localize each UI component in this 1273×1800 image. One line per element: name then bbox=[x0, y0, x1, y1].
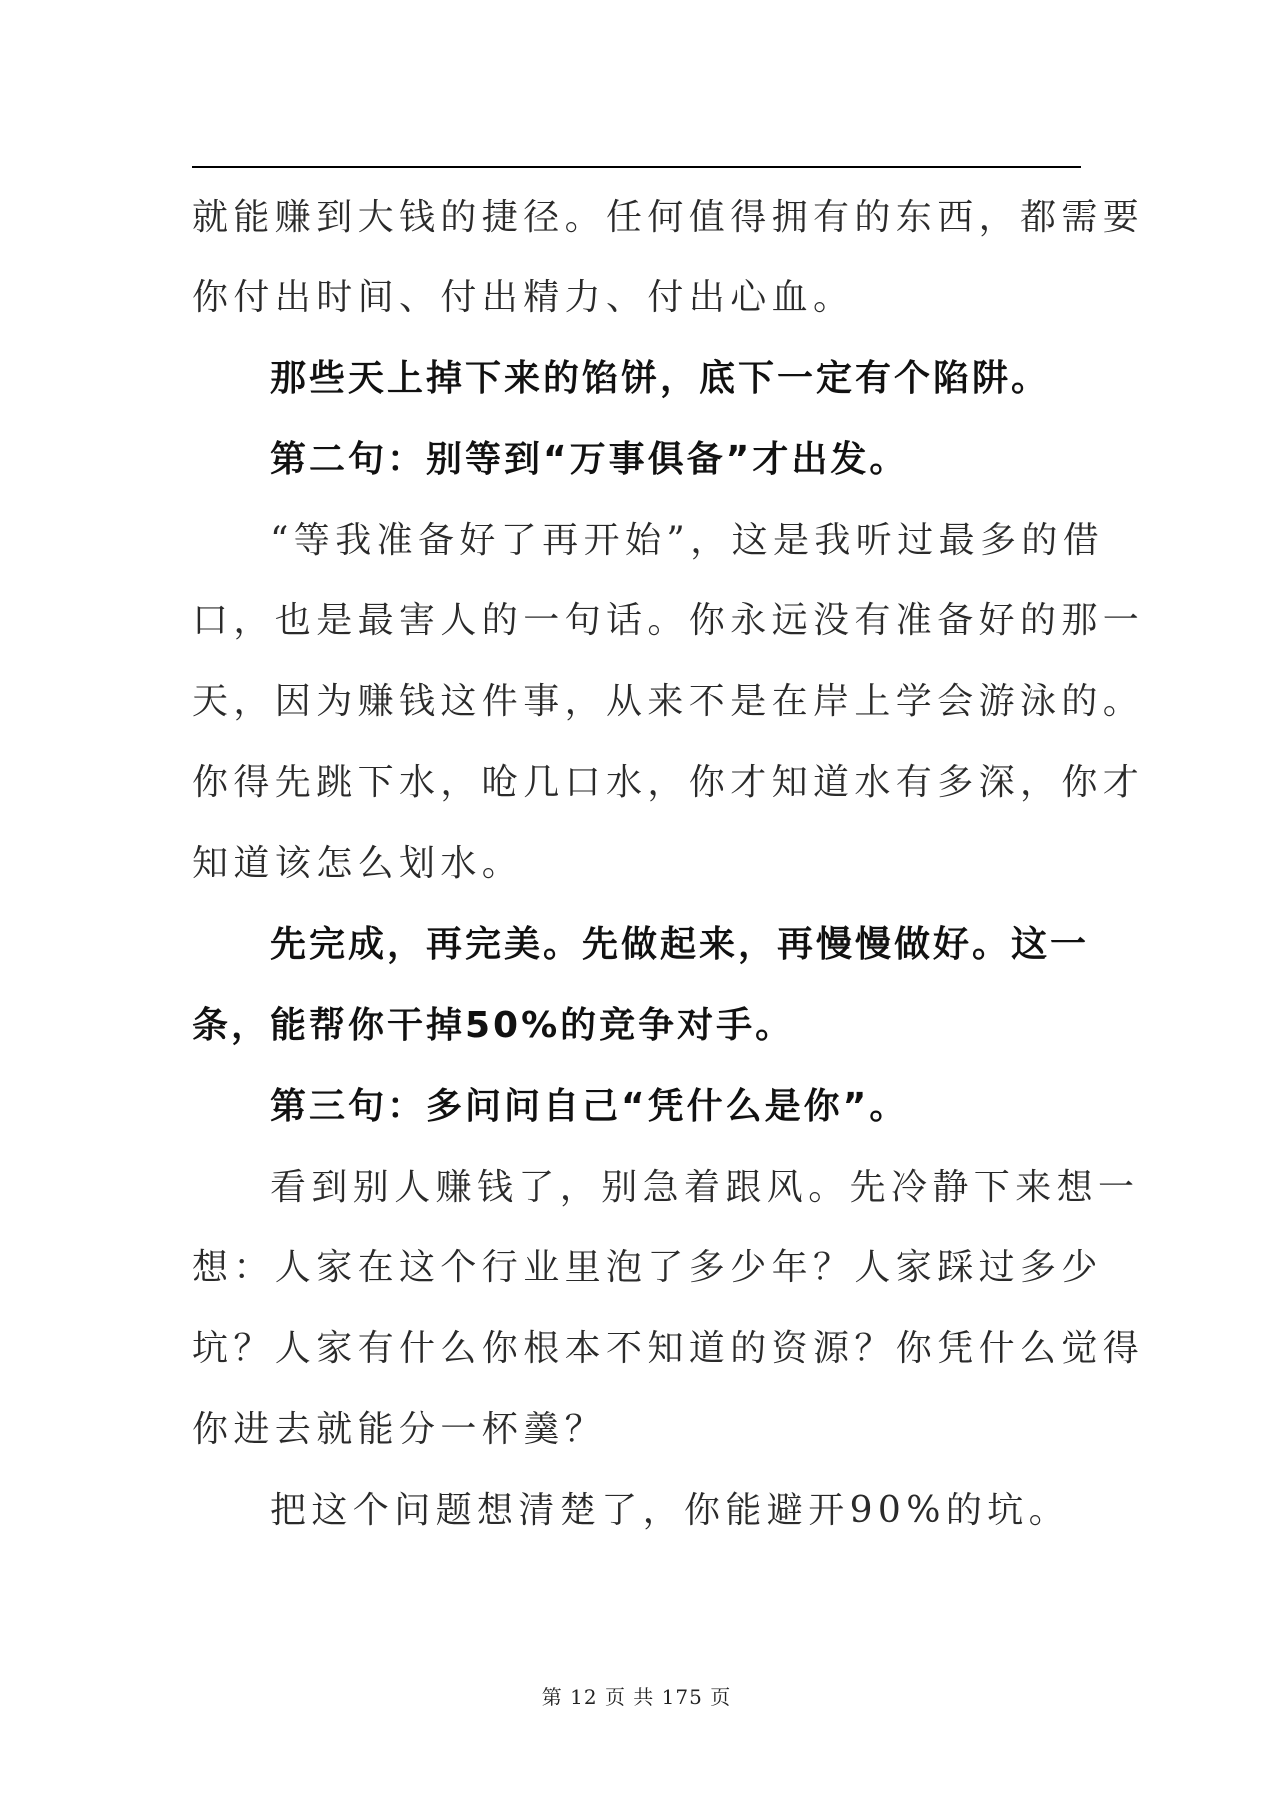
bold-paragraph-line: 那些天上掉下来的馅饼，底下一定有个陷阱。 bbox=[270, 358, 1051, 399]
bold-paragraph-line: 条，能帮你干掉50%的竞争对手。 bbox=[192, 1005, 795, 1046]
paragraph-line: 想：人家在这个行业里泡了多少年？人家踩过多少 bbox=[192, 1247, 1103, 1288]
section-heading: 第三句：多问问自己“凭什么是你”。 bbox=[270, 1086, 909, 1127]
paragraph-line: 你付出时间、付出精力、付出心血。 bbox=[192, 277, 855, 318]
paragraph-line: 口，也是最害人的一句话。你永远没有准备好的那一 bbox=[192, 600, 1145, 641]
paragraph-line: 看到别人赚钱了，别急着跟风。先冷静下来想一 bbox=[270, 1167, 1140, 1208]
header-rule bbox=[192, 166, 1081, 168]
paragraph-line: 就能赚到大钱的捷径。任何值得拥有的东西，都需要 bbox=[192, 197, 1145, 238]
paragraph-line: 把这个问题想清楚了，你能避开90%的坑。 bbox=[270, 1490, 1071, 1531]
page-number-footer: 第 12 页 共 175 页 bbox=[541, 1685, 732, 1709]
bold-paragraph-line: 先完成，再完美。先做起来，再慢慢做好。这一 bbox=[270, 924, 1090, 965]
paragraph-line: 坑？人家有什么你根本不知道的资源？你凭什么觉得 bbox=[192, 1328, 1145, 1369]
paragraph-line: 你进去就能分一杯羹？ bbox=[192, 1409, 607, 1450]
paragraph-line: 知道该怎么划水。 bbox=[192, 843, 524, 884]
paragraph-line: 天，因为赚钱这件事，从来不是在岸上学会游泳的。 bbox=[192, 681, 1145, 722]
section-heading: 第二句：别等到“万事俱备”才出发。 bbox=[270, 439, 909, 480]
paragraph-line: 你得先跳下水，呛几口水，你才知道水有多深，你才 bbox=[192, 762, 1145, 803]
paragraph-line: “等我准备好了再开始”，这是我听过最多的借 bbox=[270, 520, 1105, 561]
